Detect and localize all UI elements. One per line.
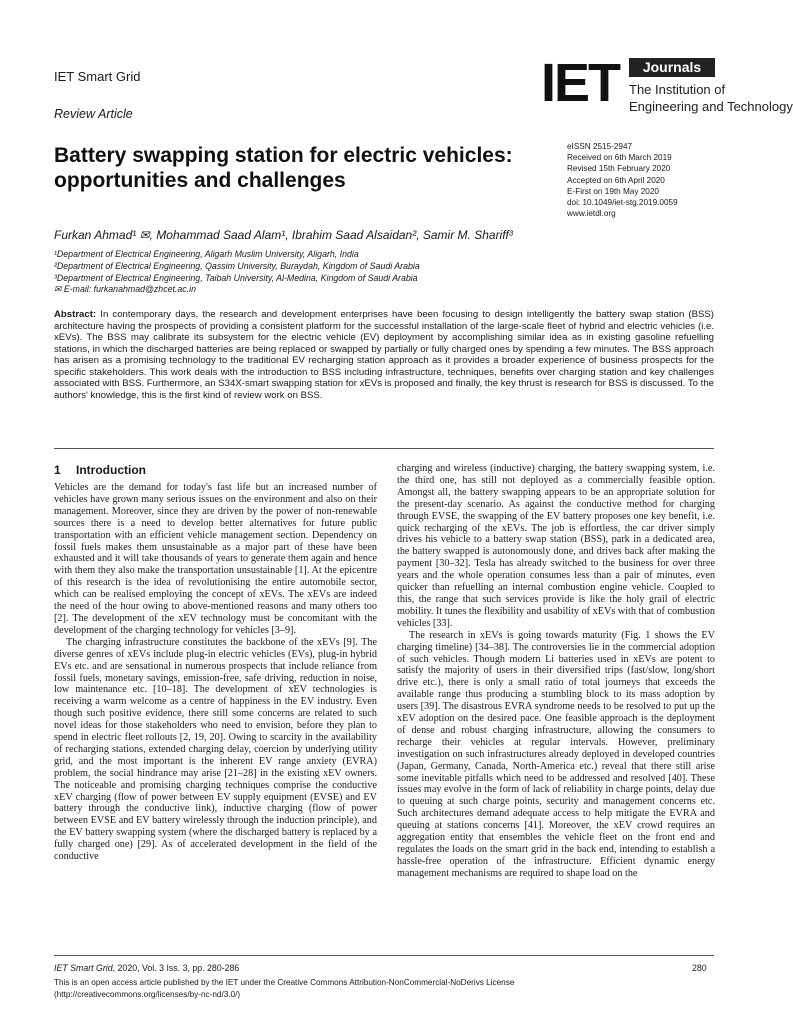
section-number: 1 — [54, 463, 61, 477]
logo-institution-line1: The Institution of — [629, 82, 726, 97]
paragraph: charging and wireless (inductive) charging, the battery swapping system, i.e. the third one, has still not deployed as a commercially feasible option. Amongst all, the battery swapping appears to be an appropriate solution for the present-day scenario. As against the conductive method for charging through EVSE, the swapping of the EV battery proposes one key benefit, i.e. quick recharging of the xEVs. The job is effortless, the car driver simply drives his vehicle to a battery swap station (BSS), park in a dedicated area, the battery swapped is autonomously done, and drives back after making the payment [30–32]. Tesla has already switched to the business for over three years and the whole operation consumes less than a pair of minutes, even quicker than refuelling an internal combustion engine vehicle. Coupled to this, the range that such services provide is like the holy grail of electric mobility. It tunes the flexibility and usability of xEVs with that of combustion vehicles [33]. — [397, 463, 715, 629]
footer-citation — [54, 963, 239, 973]
logo-journals-label: Journals — [629, 58, 715, 77]
footer-journal-name: IET Smart Grid — [54, 963, 113, 973]
affiliation-3: ³Department of Electrical Engineering, Taibah University, Al-Medina, Kingdom of Saudi Arabia — [54, 272, 418, 283]
section-title: Introduction — [76, 463, 146, 477]
license-text: This is an open access article published by the IET under the Creative Commons Attribution-NonCommercial-NoDerivs License — [54, 978, 515, 987]
revised-date: Revised 15th February 2020 — [567, 164, 671, 174]
efirst-date: E-First on 19th May 2020 — [567, 186, 659, 196]
accepted-date: Accepted on 6th April 2020 — [567, 175, 665, 185]
paragraph: Vehicles are the demand for today's fast life but an increased number of vehicles have grown many serious issues on the environment and also on their management. Moreover, since they are driven by the power of non-renewable sources there is a need to develop better alternatives for future public transportation with an efficient vehicle management section. Dependency on fossil fuels makes them unsustainable as a major part of these have been exhausted and it will take thousands of years to generate them again and hence with them they also make the transportation unsustainable [1]. At the epicentre of this research is the idea of revolutionising the entire automobile sector, which can be realised employing the concept of xEVs. The xEVs are indeed the need of the hour owing to above-mentioned reasons and many others too [2]. The development of the xEV technology must be concomitant with the development of the charging technology for vehicles [3–9]. — [54, 482, 377, 636]
paragraph: The charging infrastructure constitutes the backbone of the xEVs [9]. The diverse genres of xEVs include plug-in electric vehicles (EVs), plug-in hybrid EVs etc. and are sensational in numerous prospects that include reliance from fossil fuels, monetary savings, emission-free, safe driving, reduction in noise, low maintenance etc. [10–18]. The development of xEV technologies is receiving a warm welcome as a centre of happiness in the EV industry. Even though such positive evidence, there still some concerns are related to such novel ideas for those stakeholders who need to envision, before they plan to spend in electric fleet rollouts [2, 19, 20]. Owing to scarcity in the availability of recharging stations, extended charging delay, coercion by underlying utility grid, and the most important is the inherent EV range anxiety (EVRA) problem, the social hindrance may arise [21–28] in the existing xEV owners. The noticeable and promising charging techniques comprise the conductive xEV charging (flow of power between EV supply equipment (EVSE) and EV battery through the conductive link), inductive charging (flow of power between EVSE and EV battery wirelessly through the induction principle), and the EV battery swapping system (where the discharged battery is replaced by a fully charged one) [29]. As of accelerated development in the field of the conductive — [54, 636, 377, 863]
author-list: Furkan Ahmad¹ ✉, Mohammad Saad Alam¹, Ibrahim Saad Alsaidan², Samir M. Shariff³ — [54, 228, 513, 242]
license-notice — [54, 977, 724, 1000]
abstract — [54, 309, 714, 401]
eissn: eISSN 2515-2947 — [567, 142, 633, 151]
logo-iet-letters: IET — [541, 53, 620, 113]
article-type: Review Article — [54, 107, 133, 121]
doi[interactable]: doi: 10.1049/iet-stg.2019.0059 — [567, 198, 678, 208]
bottom-divider — [54, 955, 714, 956]
affiliation-2: ²Department of Electrical Engineering, Qassim University, Buraydah, Kingdom of Saudi Arabia — [54, 260, 420, 271]
abstract-text: In contemporary days, the research and development enterprises have been focusing to design intelligently the battery swap station (BSS) architecture having the prospects of providing a consistent platform for the successful installation of the large-scale fleet of hybrid and electric vehicles (i.e. xEVs). The BSS may calibrate its subsystem for the electric vehicle (EV) deployment by accomplishing similar idea as in existing gasoline refuelling stations, in which the discharged batteries are being replaced or swapped by partially or fully charged ones by spending a few minutes. The BSS approach has arisen as a promising technology to the traditional EV recharging station approach as it provides a broader experience of business prospects for the specific stakeholders. This work deals with the introduction to BSS including infrastructure, techniques, benefits over charging station and key challenges associated with BSS. Furthermore, an S34X-smart swapping station for xEVs is proposed and finally, the key thrust is research for BSS is discussed. To the authors' knowledge, this is the first kind of review work on BSS. — [54, 309, 715, 401]
iet-journals-logo — [541, 53, 793, 122]
affiliations — [54, 249, 714, 296]
received-date: Received on 6th March 2019 — [567, 153, 672, 163]
website-link[interactable]: www.ietdl.org — [567, 209, 616, 219]
affiliation-1: ¹Department of Electrical Engineering, Aligarh Muslim University, Aligarh, India — [54, 249, 359, 259]
top-divider — [54, 448, 714, 449]
logo-institution-line2: Engineering and Technology — [629, 99, 793, 114]
page-number: 280 — [692, 963, 707, 973]
journal-name: IET Smart Grid — [54, 69, 141, 84]
left-column — [54, 482, 377, 863]
right-column — [397, 463, 715, 880]
section-heading — [54, 463, 146, 477]
article-metadata — [567, 141, 737, 219]
paragraph: The research in xEVs is going towards maturity (Fig. 1 shows the EV charging timeline) [34–38]. The controversies lie in the commercial adoption of such vehicles. Though modern Li batteries used in xEVs are potent to satisfy the majority of users in their diversified trips (fast/slow, long/short drive etc.), there is only a small ratio of total journeys that exceeds the available range thus producing a stumbling block to its mass adoption by users [39]. The disastrous EVRA syndrome needs to be resolved to put up the xEV adoption on the desired pace. One feasible approach is the deployment of dense and robust charging infrastructure, allowing the consumers to recharge their vehicles at regular intervals. However, preliminary investigation on such infrastructures already deployed in developed countries (Japan, Germany, Canada, North-America etc.) reveal that there still arise some inevitable pitfalls which need to be addressed and resolved [40]. These issues may evolve in the form of lack of reliability in charge points, delay due to queuing at such charge points, security and management concerns etc. Such architectures demand adequate access to help mitigate the EVRA and queuing at stations concerns [41]. Moreover, the xEV crowd requires an aggregation entity that ensembles the vehicle fleet on the front end and regulates the loads on the smart grid in the back end, intending to establish a hassle-free operation of the infrastructure. Efficient dynamic energy management mechanisms are required to shape load on the — [397, 629, 715, 879]
corresponding-email[interactable]: ✉ E-mail: furkanahmad@zhcet.ac.in — [54, 284, 196, 295]
abstract-label: Abstract: — [54, 309, 97, 320]
footer-volume-info: , 2020, Vol. 3 Iss. 3, pp. 280-286 — [112, 963, 240, 973]
article-title: Battery swapping station for electric vehicles: opportunities and challenges — [54, 144, 513, 192]
license-link[interactable]: (http://creativecommons.org/licenses/by-nc-nd/3.0/) — [54, 989, 241, 999]
